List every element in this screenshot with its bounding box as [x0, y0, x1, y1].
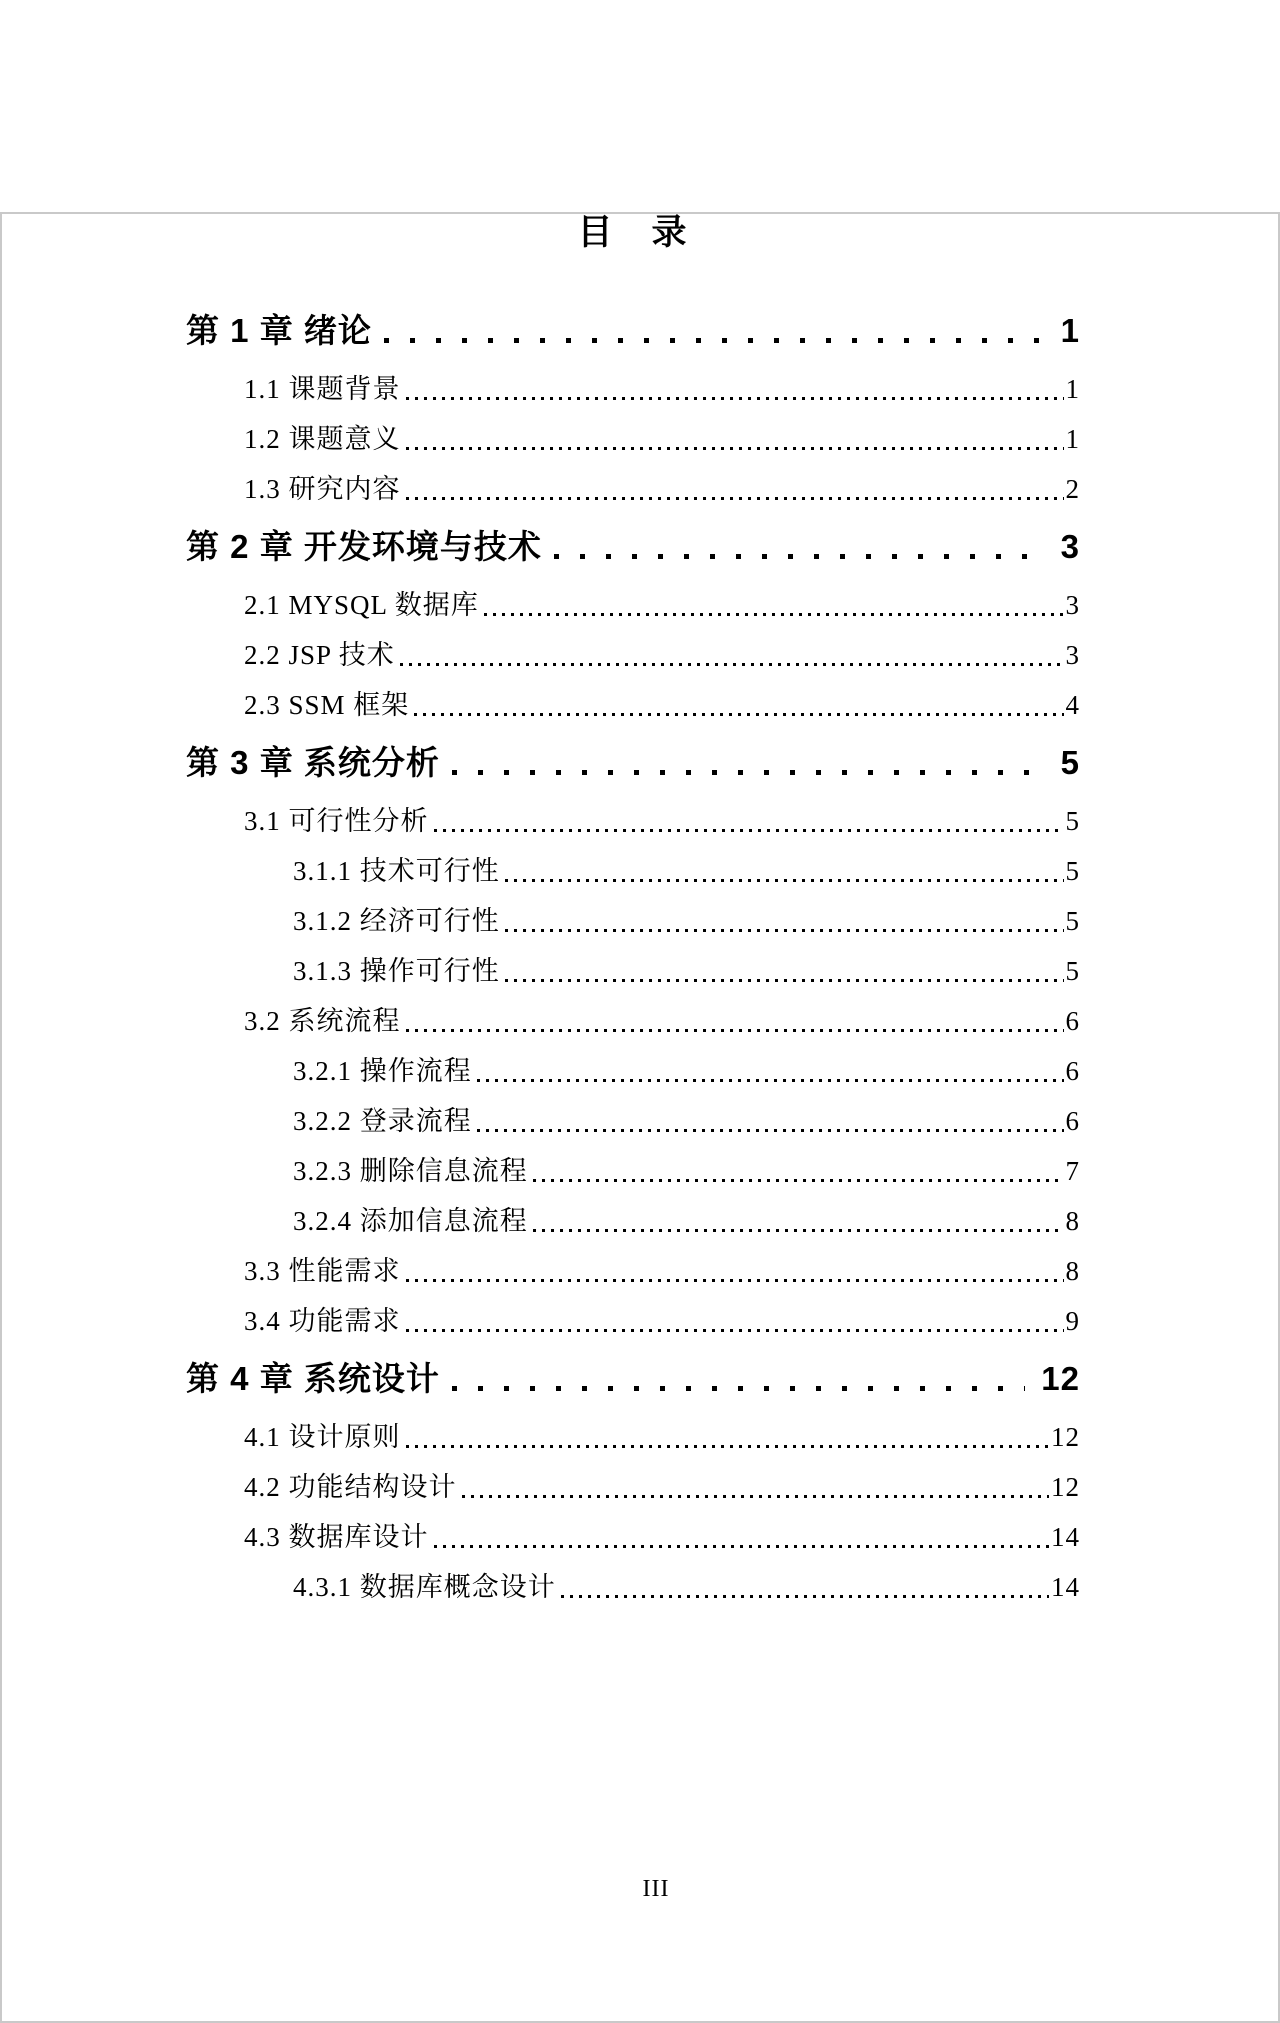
toc-entry[interactable]: [186, 522, 1080, 572]
toc-entry-label: 3.1.3 操作可行性: [293, 956, 500, 986]
toc-entry[interactable]: [186, 1462, 1080, 1512]
dot-leader: [505, 896, 1064, 946]
toc-entry-page: 3: [1065, 590, 1080, 620]
dot-leader: [561, 1562, 1049, 1612]
dot-leader: [414, 680, 1063, 730]
dot-leader: [505, 846, 1064, 896]
toc-entry[interactable]: [186, 896, 1080, 946]
dot-leader: [406, 996, 1064, 1046]
toc-entry[interactable]: [186, 1096, 1080, 1146]
toc-entry[interactable]: [186, 796, 1080, 846]
toc-entry[interactable]: [186, 680, 1080, 730]
dot-leader: [484, 580, 1064, 630]
dot-leader: [477, 1046, 1064, 1096]
toc-entry-page: 7: [1065, 1156, 1080, 1186]
dot-leader: [384, 306, 1045, 356]
toc-entry-page: 3: [1065, 640, 1080, 670]
toc-entry[interactable]: [186, 1046, 1080, 1096]
toc-entry[interactable]: [186, 306, 1080, 356]
dot-leader: [452, 1354, 1025, 1404]
toc-entry-page: 6: [1065, 1056, 1080, 1086]
toc-entry-label: 1.2 课题意义: [244, 424, 401, 454]
toc-entry-label: 3.2.3 删除信息流程: [293, 1156, 528, 1186]
dot-leader: [406, 464, 1064, 514]
toc-entry-page: 12: [1051, 1472, 1080, 1502]
toc-entry[interactable]: [186, 1146, 1080, 1196]
toc-entry-label: 4.3.1 数据库概念设计: [293, 1572, 556, 1602]
toc-entry-page: 5: [1065, 806, 1080, 836]
toc-entry[interactable]: [186, 1296, 1080, 1346]
toc-entry[interactable]: [186, 846, 1080, 896]
toc-entry[interactable]: [186, 414, 1080, 464]
dot-leader: [477, 1096, 1064, 1146]
dot-leader: [452, 738, 1045, 788]
dot-leader: [406, 1246, 1064, 1296]
toc-entry-label: 第 1 章 绪论: [186, 312, 372, 349]
toc-entry-page: 6: [1065, 1006, 1080, 1036]
toc-entry[interactable]: [186, 1246, 1080, 1296]
toc-entry-page: 3: [1060, 528, 1080, 565]
toc-entry[interactable]: [186, 738, 1080, 788]
dot-leader: [533, 1146, 1064, 1196]
toc-entry-label: 2.3 SSM 框架: [244, 690, 410, 720]
dot-leader: [406, 1296, 1064, 1346]
toc-entry-label: 3.2.2 登录流程: [293, 1106, 472, 1136]
toc-entry-label: 第 4 章 系统设计: [186, 1360, 440, 1397]
toc-entry-page: 5: [1065, 856, 1080, 886]
toc-entry-page: 5: [1065, 956, 1080, 986]
toc-entry-label: 2.1 MYSQL 数据库: [244, 590, 479, 620]
toc-entry[interactable]: [186, 996, 1080, 1046]
dot-leader: [434, 1512, 1050, 1562]
toc-entry-page: 12: [1041, 1360, 1080, 1397]
toc-entry[interactable]: [186, 946, 1080, 996]
toc-entry-page: 14: [1051, 1572, 1080, 1602]
toc-entry-label: 2.2 JSP 技术: [244, 640, 395, 670]
footer-page-number: III: [642, 1876, 670, 1902]
dot-leader: [406, 364, 1064, 414]
toc-entry-label: 1.1 课题背景: [244, 374, 401, 404]
toc-entry[interactable]: [186, 464, 1080, 514]
toc-entry-page: 12: [1051, 1422, 1080, 1452]
dot-leader: [434, 796, 1064, 846]
toc-entry-page: 5: [1065, 906, 1080, 936]
toc-list: [186, 306, 1080, 1612]
toc-entry[interactable]: [186, 1412, 1080, 1462]
toc-entry-page: 9: [1065, 1306, 1080, 1336]
toc-entry-page: 14: [1051, 1522, 1080, 1552]
toc-entry-label: 3.1.2 经济可行性: [293, 906, 500, 936]
toc-entry-label: 3.3 性能需求: [244, 1256, 401, 1286]
toc-entry[interactable]: [186, 1512, 1080, 1562]
toc-entry-label: 4.1 设计原则: [244, 1422, 401, 1452]
toc-entry-page: 6: [1065, 1106, 1080, 1136]
page-title: 目 录: [577, 213, 689, 252]
dot-leader: [406, 414, 1064, 464]
toc-entry-label: 3.2.1 操作流程: [293, 1056, 472, 1086]
toc-entry-label: 4.3 数据库设计: [244, 1522, 429, 1552]
toc-entry[interactable]: [186, 630, 1080, 680]
toc-entry-label: 3.1 可行性分析: [244, 806, 429, 836]
toc-entry-label: 3.1.1 技术可行性: [293, 856, 500, 886]
toc-entry[interactable]: [186, 1354, 1080, 1404]
toc-entry-label: 第 2 章 开发环境与技术: [186, 528, 542, 565]
toc-entry-label: 1.3 研究内容: [244, 474, 401, 504]
toc-entry-page: 2: [1065, 474, 1080, 504]
toc-entry-page: 1: [1060, 312, 1080, 349]
toc-entry-page: 5: [1060, 744, 1080, 781]
dot-leader: [533, 1196, 1064, 1246]
dot-leader: [462, 1462, 1050, 1512]
toc-entry[interactable]: [186, 1196, 1080, 1246]
toc-entry[interactable]: [186, 1562, 1080, 1612]
toc-entry-label: 3.2 系统流程: [244, 1006, 401, 1036]
toc-entry-page: 1: [1065, 374, 1080, 404]
dot-leader: [554, 522, 1045, 572]
toc-entry-label: 3.2.4 添加信息流程: [293, 1206, 528, 1236]
dot-leader: [505, 946, 1064, 996]
toc-entry-page: 8: [1065, 1206, 1080, 1236]
toc-entry-page: 8: [1065, 1256, 1080, 1286]
dot-leader: [400, 630, 1064, 680]
toc-entry-page: 1: [1065, 424, 1080, 454]
toc-entry-label: 4.2 功能结构设计: [244, 1472, 457, 1502]
toc-entry-page: 4: [1065, 690, 1080, 720]
toc-entry-label: 3.4 功能需求: [244, 1306, 401, 1336]
toc-entry-label: 第 3 章 系统分析: [186, 744, 440, 781]
toc-entry[interactable]: [186, 580, 1080, 630]
toc-entry[interactable]: [186, 364, 1080, 414]
dot-leader: [406, 1412, 1050, 1462]
